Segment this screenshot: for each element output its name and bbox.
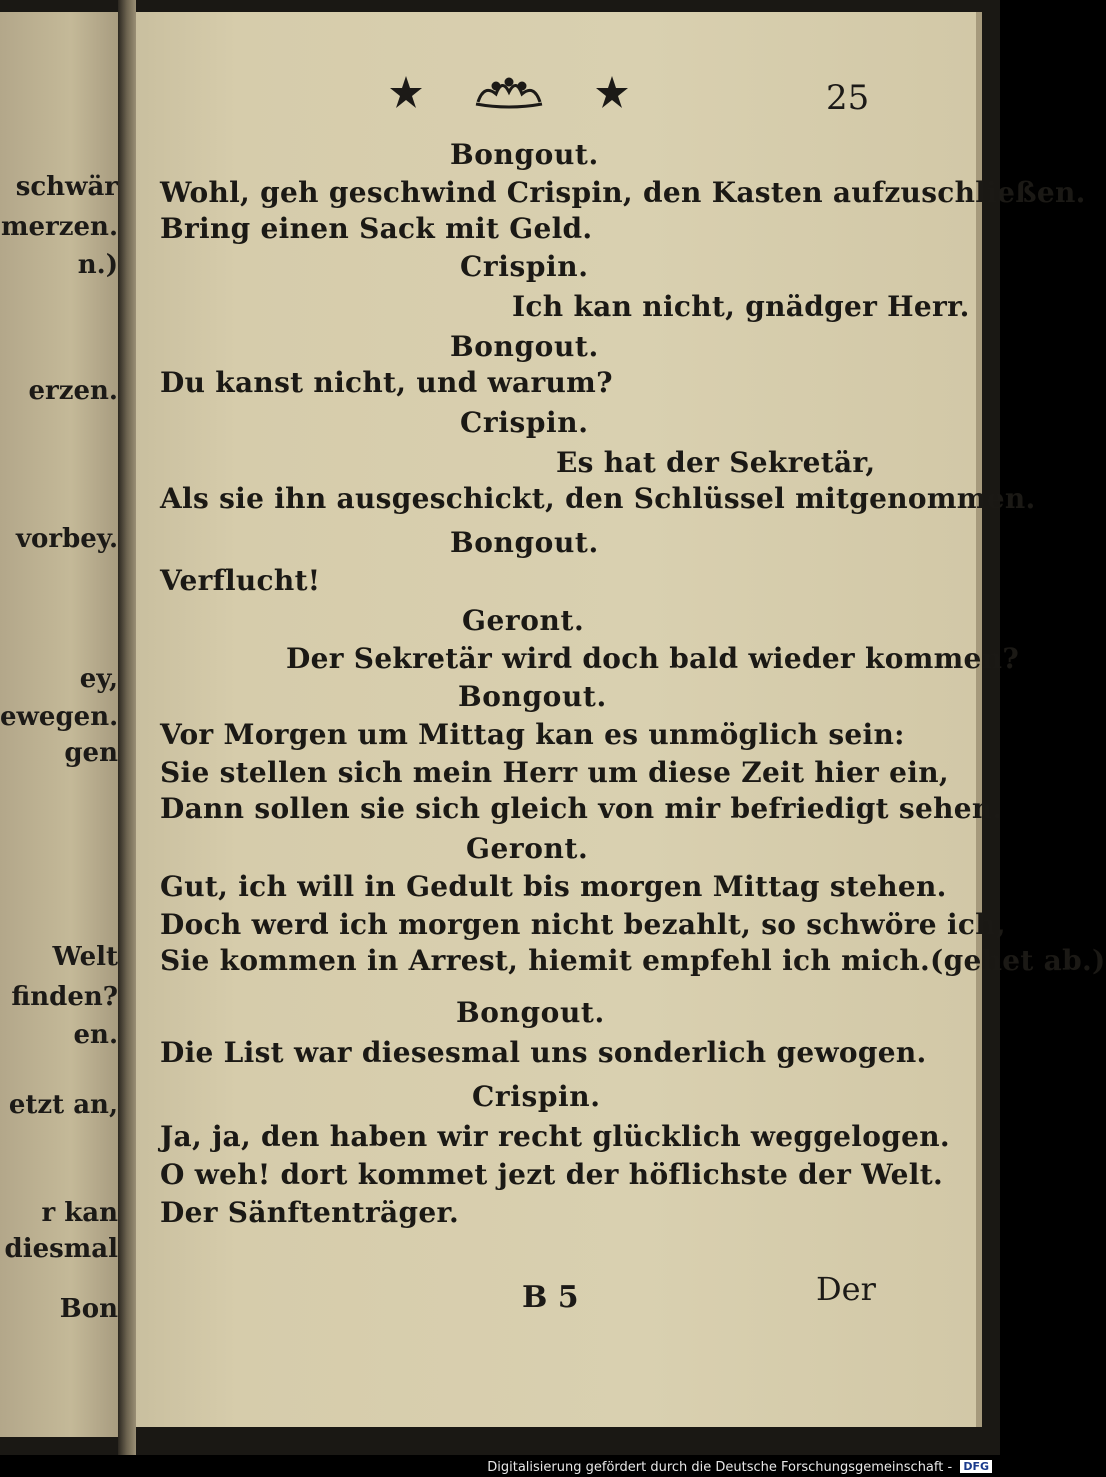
- verse-line: Der Sänftenträger.: [160, 1196, 460, 1229]
- star-crown-star-ornament: [384, 72, 634, 116]
- facing-page-line: diesmal: [4, 1234, 118, 1264]
- signature-mark: B 5: [522, 1280, 579, 1315]
- facing-page-line: etzt an,: [8, 1090, 118, 1120]
- verse-line: Ja, ja, den haben wir recht glücklich weggelogen.: [160, 1120, 950, 1153]
- speaker-name: Bongout.: [450, 526, 599, 559]
- facing-page-line: erzen.: [28, 376, 118, 406]
- verse-line: Die List war diesesmal uns sonderlich gewogen.: [160, 1036, 927, 1069]
- facing-page-line: vorbey.: [15, 524, 118, 554]
- speaker-name: Crispin.: [460, 406, 589, 439]
- facing-page-line: ewegen.: [0, 702, 119, 732]
- verse-line: Doch werd ich morgen nicht bezahlt, so schwöre ich,: [160, 908, 1006, 941]
- verse-line: Der Sekretär wird doch bald wieder kommen?: [286, 642, 1020, 675]
- verse-line: Du kanst nicht, und warum?: [160, 366, 613, 399]
- verse-line: Vor Morgen um Mittag kan es unmöglich sein:: [160, 718, 905, 751]
- facing-page-line: en.: [73, 1020, 118, 1050]
- catchword: Der: [816, 1270, 876, 1308]
- facing-page-line: finden?: [11, 982, 118, 1012]
- verse-line: O weh! dort kommet jezt der höflichste der Welt.: [160, 1158, 943, 1191]
- verse-line: Dann sollen sie sich gleich von mir befriedigt sehen.: [160, 792, 1003, 825]
- facing-page-line: merzen.: [0, 212, 118, 242]
- speaker-name: Bongout.: [450, 330, 599, 363]
- facing-page-line: r kan: [41, 1198, 118, 1228]
- page-edge: [976, 12, 982, 1427]
- star-icon: [390, 76, 422, 108]
- verse-line: Als sie ihn ausgeschickt, den Schlüssel mitgenommen.: [160, 482, 1036, 515]
- verse-line: Es hat der Sekretär,: [556, 446, 876, 479]
- facing-page-line: schwär: [15, 172, 118, 202]
- verse-line: Gut, ich will in Gedult bis morgen Mittag stehen.: [160, 870, 947, 903]
- speaker-name: Bongout.: [450, 138, 599, 171]
- crown-icon: [476, 79, 542, 107]
- verse-line: Verflucht!: [160, 564, 321, 597]
- speaker-name: Geront.: [466, 832, 589, 865]
- digitization-credit: [487, 1460, 992, 1475]
- facing-page-line: gen: [64, 738, 118, 768]
- facing-page-line: Bon: [59, 1294, 118, 1324]
- verse-line: Bring einen Sack mit Geld.: [160, 212, 593, 245]
- book-gutter: [118, 0, 136, 1455]
- facing-page: [0, 12, 118, 1437]
- facing-page-line: n.): [77, 250, 118, 280]
- speaker-name: Crispin.: [472, 1080, 601, 1113]
- verse-line: Sie stellen sich mein Herr um diese Zeit hier ein,: [160, 756, 949, 789]
- verse-line: Ich kan nicht, gnädger Herr.: [512, 290, 970, 323]
- speaker-name: Geront.: [462, 604, 585, 637]
- speaker-name: Bongout.: [458, 680, 607, 713]
- credit-text: Digitalisierung gefördert durch die Deutsche Forschungsgemeinschaft -: [487, 1460, 953, 1475]
- star-icon: [596, 76, 628, 108]
- page-number: 25: [826, 78, 870, 118]
- verse-line: Sie kommen in Arrest, hiemit empfehl ich mich.(gehet ab.): [160, 944, 1106, 977]
- verse-line: Wohl, geh geschwind Crispin, den Kasten aufzuschließen.: [160, 176, 1086, 209]
- speaker-name: Bongout.: [456, 996, 605, 1029]
- facing-page-line: ey,: [79, 664, 118, 694]
- facing-page-line: Welt: [52, 942, 118, 972]
- dfg-logo: DFG: [960, 1460, 992, 1473]
- speaker-name: Crispin.: [460, 250, 589, 283]
